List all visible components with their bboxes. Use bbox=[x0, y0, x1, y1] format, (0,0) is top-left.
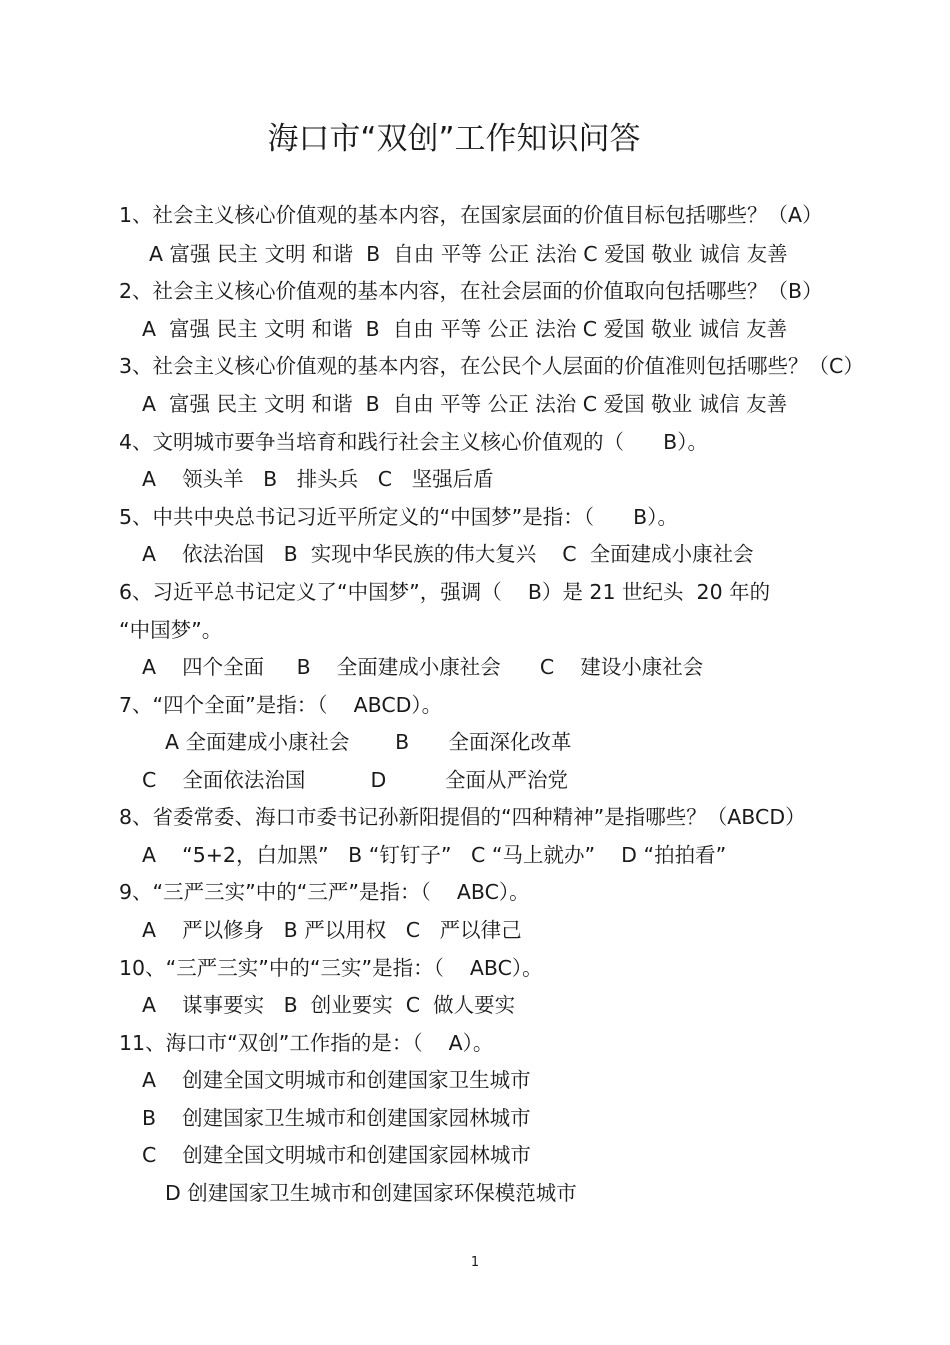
question-1: 1、社会主义核心价值观的基本内容，在国家层面的价值目标包括哪些？（A） bbox=[119, 203, 823, 227]
question-2: 2、社会主义核心价值观的基本内容，在社会层面的价值取向包括哪些？（B） bbox=[119, 279, 823, 303]
question-11-option-b: B 创建国家卫生城市和创建国家园林城市 bbox=[142, 1106, 531, 1130]
question-8-options: A “5+2，白加黑” B “钉钉子” C “马上就办” D “拍拍看” bbox=[142, 843, 727, 867]
question-4-options: A 领头羊 B 排头兵 C 坚强后盾 bbox=[142, 467, 494, 491]
question-2-options: A 富强 民主 文明 和谐 B 自由 平等 公正 法治 C 爱国 敬业 诚信 友善 bbox=[142, 317, 788, 341]
question-5-options: A 依法治国 B 实现中华民族的伟大复兴 C 全面建成小康社会 bbox=[142, 542, 754, 566]
question-8: 8、省委常委、海口市委书记孙新阳提倡的“四种精神”是指哪些？（ABCD） bbox=[119, 805, 806, 829]
question-3-options: A 富强 民主 文明 和谐 B 自由 平等 公正 法治 C 爱国 敬业 诚信 友善 bbox=[142, 392, 788, 416]
question-11: 11、海口市“双创”工作指的是：（ A）。 bbox=[119, 1031, 494, 1055]
question-6-continued: “中国梦”。 bbox=[119, 618, 223, 642]
question-1-options: A 富强 民主 文明 和谐 B 自由 平等 公正 法治 C 爱国 敬业 诚信 友善 bbox=[149, 242, 788, 266]
question-7: 7、“四个全面”是指：（ ABCD）。 bbox=[119, 693, 443, 717]
question-11-option-d: D 创建国家卫生城市和创建国家环保模范城市 bbox=[165, 1181, 577, 1205]
question-10-options: A 谋事要实 B 创业要实 C 做人要实 bbox=[142, 993, 516, 1017]
document-title: 海口市“双创”工作知识问答 bbox=[267, 121, 641, 157]
question-10: 10、“三严三实”中的“三实”是指：（ ABC）。 bbox=[119, 956, 543, 980]
page-number: 1 bbox=[470, 1255, 480, 1270]
question-4: 4、文明城市要争当培育和践行社会主义核心价值观的（ B）。 bbox=[119, 430, 708, 454]
question-7-options-ab: A 全面建成小康社会 B 全面深化改革 bbox=[165, 730, 572, 754]
question-6-options: A 四个全面 B 全面建成小康社会 C 建设小康社会 bbox=[142, 655, 704, 679]
question-7-options-cd: C 全面依法治国 D 全面从严治党 bbox=[142, 768, 568, 792]
question-6: 6、习近平总书记定义了“中国梦”，强调（ B）是 21 世纪头 20 年的 bbox=[119, 580, 771, 604]
question-5: 5、中共中央总书记习近平所定义的“中国梦”是指：（ B）。 bbox=[119, 505, 678, 529]
question-11-option-a: A 创建全国文明城市和创建国家卫生城市 bbox=[142, 1068, 531, 1092]
question-11-option-c: C 创建全国文明城市和创建国家园林城市 bbox=[142, 1143, 531, 1167]
question-9: 9、“三严三实”中的“三严”是指：（ ABC）。 bbox=[119, 880, 530, 904]
question-9-options: A 严以修身 B 严以用权 C 严以律己 bbox=[142, 918, 522, 942]
question-3: 3、社会主义核心价值观的基本内容，在公民个人层面的价值准则包括哪些？（C） bbox=[119, 354, 864, 378]
